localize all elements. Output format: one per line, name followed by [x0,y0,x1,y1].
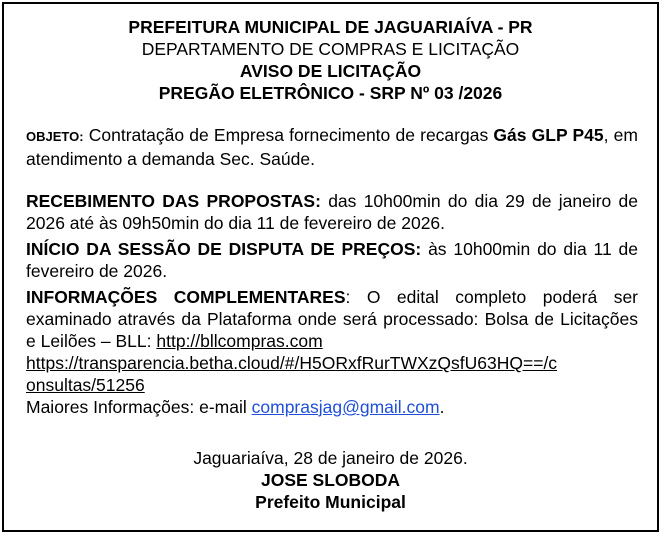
signatory-title: Prefeito Municipal [255,492,406,512]
objeto-text: Contratação de Empresa fornecimento de recargas [83,125,494,145]
transparencia-link-continuation[interactable]: onsultas/51256 [26,375,145,395]
objeto-paragraph [26,124,638,170]
recebimento-text: das 10h00min do dia 29 de janeiro de 2026 até às 09h50min do dia 11 de fevereiro de 2026. [26,191,638,233]
objeto-product: Gás GLP P45 [493,125,604,145]
inicio-label: INÍCIO DA SESSÃO DE DISPUTA DE PREÇOS: [26,239,422,259]
inicio-text: às 10h00min do dia 11 de fevereiro de 2026. [26,239,638,281]
licitacao-notice [2,2,659,532]
signatory-name: JOSE SLOBODA [260,470,401,490]
informacoes-block [26,286,638,352]
transparencia-link-line1 [26,352,638,374]
recebimento-label: RECEBIMENTO DAS PROPOSTAS: [26,191,321,211]
inicio-paragraph [26,238,638,282]
procurement-id: PREGÃO ELETRÔNICO - SRP Nº 03 /2026 [158,83,503,103]
maiores-suffix: . [439,397,445,417]
objeto-label: OBJETO: [26,129,84,144]
transparencia-link-line2 [26,374,638,396]
notice-header [4,16,657,104]
maiores-prefix: Maiores Informações: e-mail [26,397,252,417]
notice-type: AVISO DE LICITAÇÃO [239,61,422,81]
informacoes-label: INFORMAÇÕES COMPLEMENTARES [26,287,346,307]
transparencia-link[interactable]: https://transparencia.betha.cloud/#/H5ORxfRurTWXzQsfU63HQ==/c [26,353,558,373]
maiores-informacoes [26,396,638,418]
informacoes-paragraph [26,286,638,418]
email-link[interactable]: comprasjag@gmail.com [251,397,440,417]
recebimento-paragraph [26,190,638,234]
department-title: DEPARTAMENTO DE COMPRAS E LICITAÇÃO [141,39,520,59]
place-date: Jaguariaíva, 28 de janeiro de 2026. [193,448,468,468]
municipality-title: PREFEITURA MUNICIPAL DE JAGUARIAÍVA - PR [128,17,533,37]
informacoes-text: : O edital completo poderá ser examinado através da Plataforma onde será processado: Bolsa de Licitações e Leilões – BLL: [26,287,639,351]
signature-block [4,447,657,513]
bll-link[interactable]: http://bllcompras.com [156,331,323,351]
objeto-text-end: , em atendimento a demanda Sec. Saúde. [26,125,638,169]
